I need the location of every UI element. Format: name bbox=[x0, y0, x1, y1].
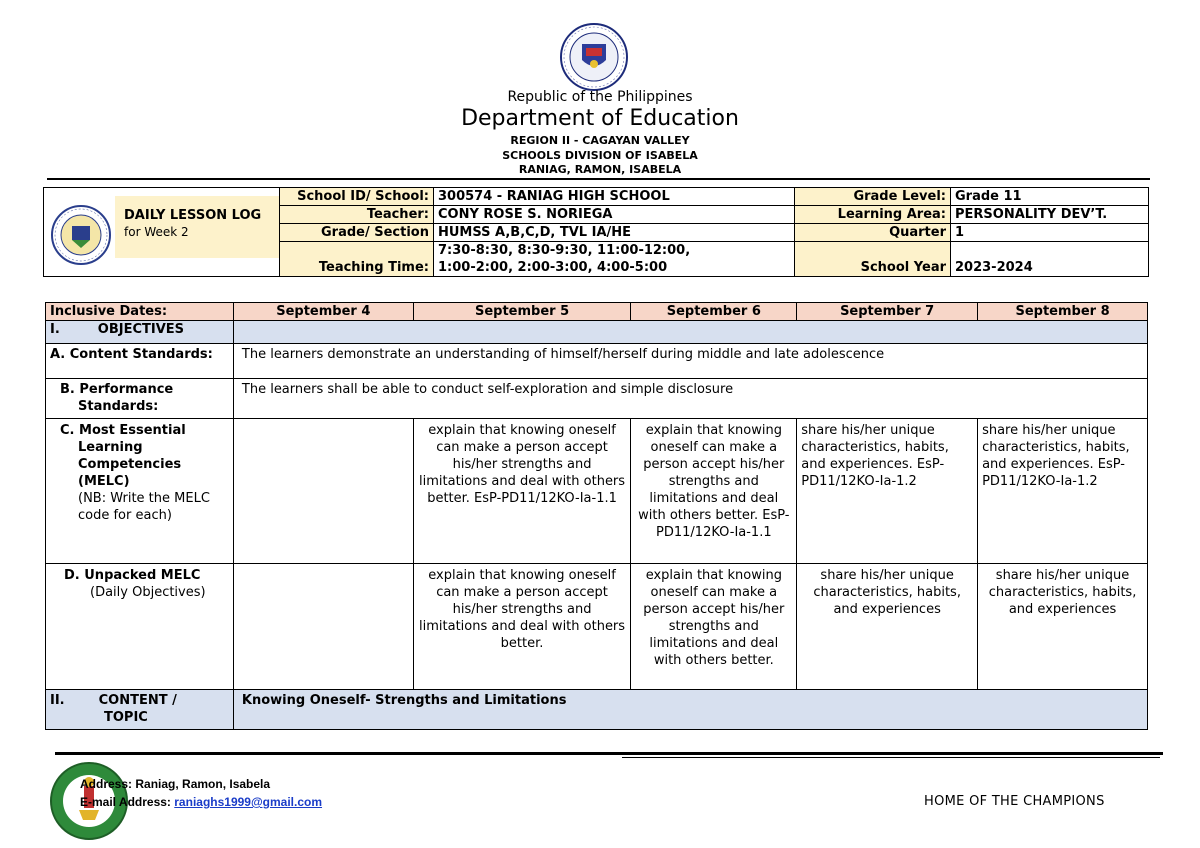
department-title: Department of Education bbox=[461, 106, 739, 131]
deped-seal-logo bbox=[556, 22, 632, 92]
dll-week: for Week 2 bbox=[124, 225, 189, 239]
melc-row bbox=[46, 419, 1148, 564]
melc-day-5: share his/her unique characteristics, habits, and experiences. EsP-PD11/12KO-Ia-1.2 bbox=[978, 419, 1148, 564]
content-label-line-1: CONTENT / bbox=[98, 693, 177, 708]
section-label: Grade/ Section bbox=[280, 224, 434, 242]
date-day-2: September 5 bbox=[413, 303, 631, 321]
content-topic-row bbox=[46, 690, 1148, 730]
grade-value: Grade 11 bbox=[951, 188, 1149, 206]
teacher-label: Teacher: bbox=[280, 206, 434, 224]
unpacked-day-2: explain that knowing oneself can make a person accept his/her strengths and limitations and deal with others better. bbox=[413, 564, 631, 690]
melc-day-2: explain that knowing oneself can make a person accept his/her strengths and limitations and deal with others better. EsP-PD11/12KO-Ia-1.1 bbox=[413, 419, 631, 564]
content-standards-label: A. Content Standards: bbox=[46, 344, 234, 379]
section-value: HUMSS A,B,C,D, TVL IA/HE bbox=[434, 224, 795, 242]
quarter-value: 1 bbox=[951, 224, 1149, 242]
melc-label-line-2: Learning bbox=[78, 440, 143, 455]
content-standards-row bbox=[46, 344, 1148, 379]
time-value bbox=[434, 242, 795, 277]
melc-label-line-3: Competencies bbox=[78, 457, 182, 472]
lesson-info-table bbox=[43, 187, 1149, 277]
lesson-log-table bbox=[45, 302, 1148, 730]
unpacked-label-line-1: D. Unpacked MELC bbox=[64, 568, 201, 583]
dates-row bbox=[46, 303, 1148, 321]
unpacked-day-1 bbox=[233, 564, 413, 690]
teacher-value: CONY ROSE S. NORIEGA bbox=[434, 206, 795, 224]
unpacked-melc-label bbox=[46, 564, 234, 690]
melc-note-line-2: code for each) bbox=[78, 508, 172, 523]
location-line: RANIAG, RAMON, ISABELA bbox=[518, 163, 682, 176]
quarter-label: Quarter bbox=[795, 224, 951, 242]
republic-line: Republic of the Philippines bbox=[507, 89, 693, 105]
date-day-1: September 4 bbox=[233, 303, 413, 321]
performance-label-line-2: Standards: bbox=[78, 399, 159, 414]
dll-title: DAILY LESSON LOG bbox=[124, 208, 262, 223]
header-divider bbox=[47, 178, 1150, 180]
melc-label-line-1: C. Most Essential bbox=[60, 423, 186, 438]
date-day-4: September 7 bbox=[797, 303, 978, 321]
school-value: 300574 - RANIAG HIGH SCHOOL bbox=[434, 188, 795, 206]
performance-standards-value: The learners shall be able to conduct self-exploration and simple disclosure bbox=[233, 379, 1147, 419]
objectives-label: OBJECTIVES bbox=[97, 322, 185, 337]
performance-standards-label bbox=[46, 379, 234, 419]
performance-standards-row bbox=[46, 379, 1148, 419]
performance-label-line-1: B. Performance bbox=[60, 382, 174, 397]
content-num: II. bbox=[50, 693, 65, 708]
area-value: PERSONALITY DEV’T. bbox=[951, 206, 1149, 224]
dates-label: Inclusive Dates: bbox=[46, 303, 234, 321]
objectives-num: I. bbox=[50, 322, 60, 337]
email-link[interactable]: raniaghs1999@gmail.com bbox=[174, 795, 323, 809]
melc-day-4: share his/her unique characteristics, habits, and experiences. EsP-PD11/12KO-Ia-1.2 bbox=[797, 419, 978, 564]
objectives-row bbox=[46, 321, 1148, 344]
year-value: 2023-2024 bbox=[951, 242, 1149, 277]
unpacked-melc-row bbox=[46, 564, 1148, 690]
footer-divider bbox=[55, 752, 1163, 755]
unpacked-day-3: explain that knowing oneself can make a person accept his/her strengths and limitations and deal with others better. bbox=[631, 564, 797, 690]
address-label: Address: bbox=[80, 777, 133, 791]
address-line bbox=[80, 777, 270, 791]
time-value-line-1: 7:30-8:30, 8:30-9:30, 11:00-12:00, bbox=[438, 243, 691, 258]
area-label: Learning Area: bbox=[795, 206, 951, 224]
melc-label-line-4: (MELC) bbox=[78, 474, 130, 489]
school-label: School ID/ School: bbox=[280, 188, 434, 206]
email-line bbox=[80, 795, 322, 809]
date-day-3: September 6 bbox=[631, 303, 797, 321]
dll-logo-cell bbox=[44, 188, 280, 277]
objectives-heading bbox=[46, 321, 234, 344]
email-label: E-mail Address: bbox=[80, 795, 171, 809]
unpacked-note: (Daily Objectives) bbox=[90, 585, 206, 600]
grade-label: Grade Level: bbox=[795, 188, 951, 206]
school-seal-logo bbox=[50, 194, 112, 276]
division-line: SCHOOLS DIVISION OF ISABELA bbox=[502, 149, 698, 162]
objectives-blank bbox=[233, 321, 1147, 344]
content-topic-value: Knowing Oneself- Strengths and Limitations bbox=[233, 690, 1147, 730]
melc-label bbox=[46, 419, 234, 564]
date-day-5: September 8 bbox=[978, 303, 1148, 321]
melc-note-line-1: (NB: Write the MELC bbox=[78, 491, 210, 506]
footer-divider-thin bbox=[622, 757, 1160, 758]
content-label-line-2: TOPIC bbox=[104, 710, 148, 725]
melc-day-1 bbox=[233, 419, 413, 564]
time-value-line-2: 1:00-2:00, 2:00-3:00, 4:00-5:00 bbox=[438, 260, 668, 275]
dll-title-box bbox=[115, 196, 279, 258]
region-line: REGION II - CAGAYAN VALLEY bbox=[510, 134, 690, 147]
content-topic-label bbox=[46, 690, 234, 730]
address-value: Raniag, Ramon, Isabela bbox=[135, 777, 271, 791]
time-label: Teaching Time: bbox=[280, 242, 434, 277]
school-motto: HOME OF THE CHAMPIONS bbox=[924, 794, 1105, 809]
unpacked-day-5: share his/her unique characteristics, habits, and experiences bbox=[978, 564, 1148, 690]
year-label: School Year bbox=[795, 242, 951, 277]
content-standards-value: The learners demonstrate an understanding of himself/herself during middle and late adolescence bbox=[233, 344, 1147, 379]
unpacked-day-4: share his/her unique characteristics, habits, and experiences bbox=[797, 564, 978, 690]
melc-day-3: explain that knowing oneself can make a person accept his/her strengths and limitations and deal with others better. EsP-PD11/12KO-Ia-1.1 bbox=[631, 419, 797, 564]
